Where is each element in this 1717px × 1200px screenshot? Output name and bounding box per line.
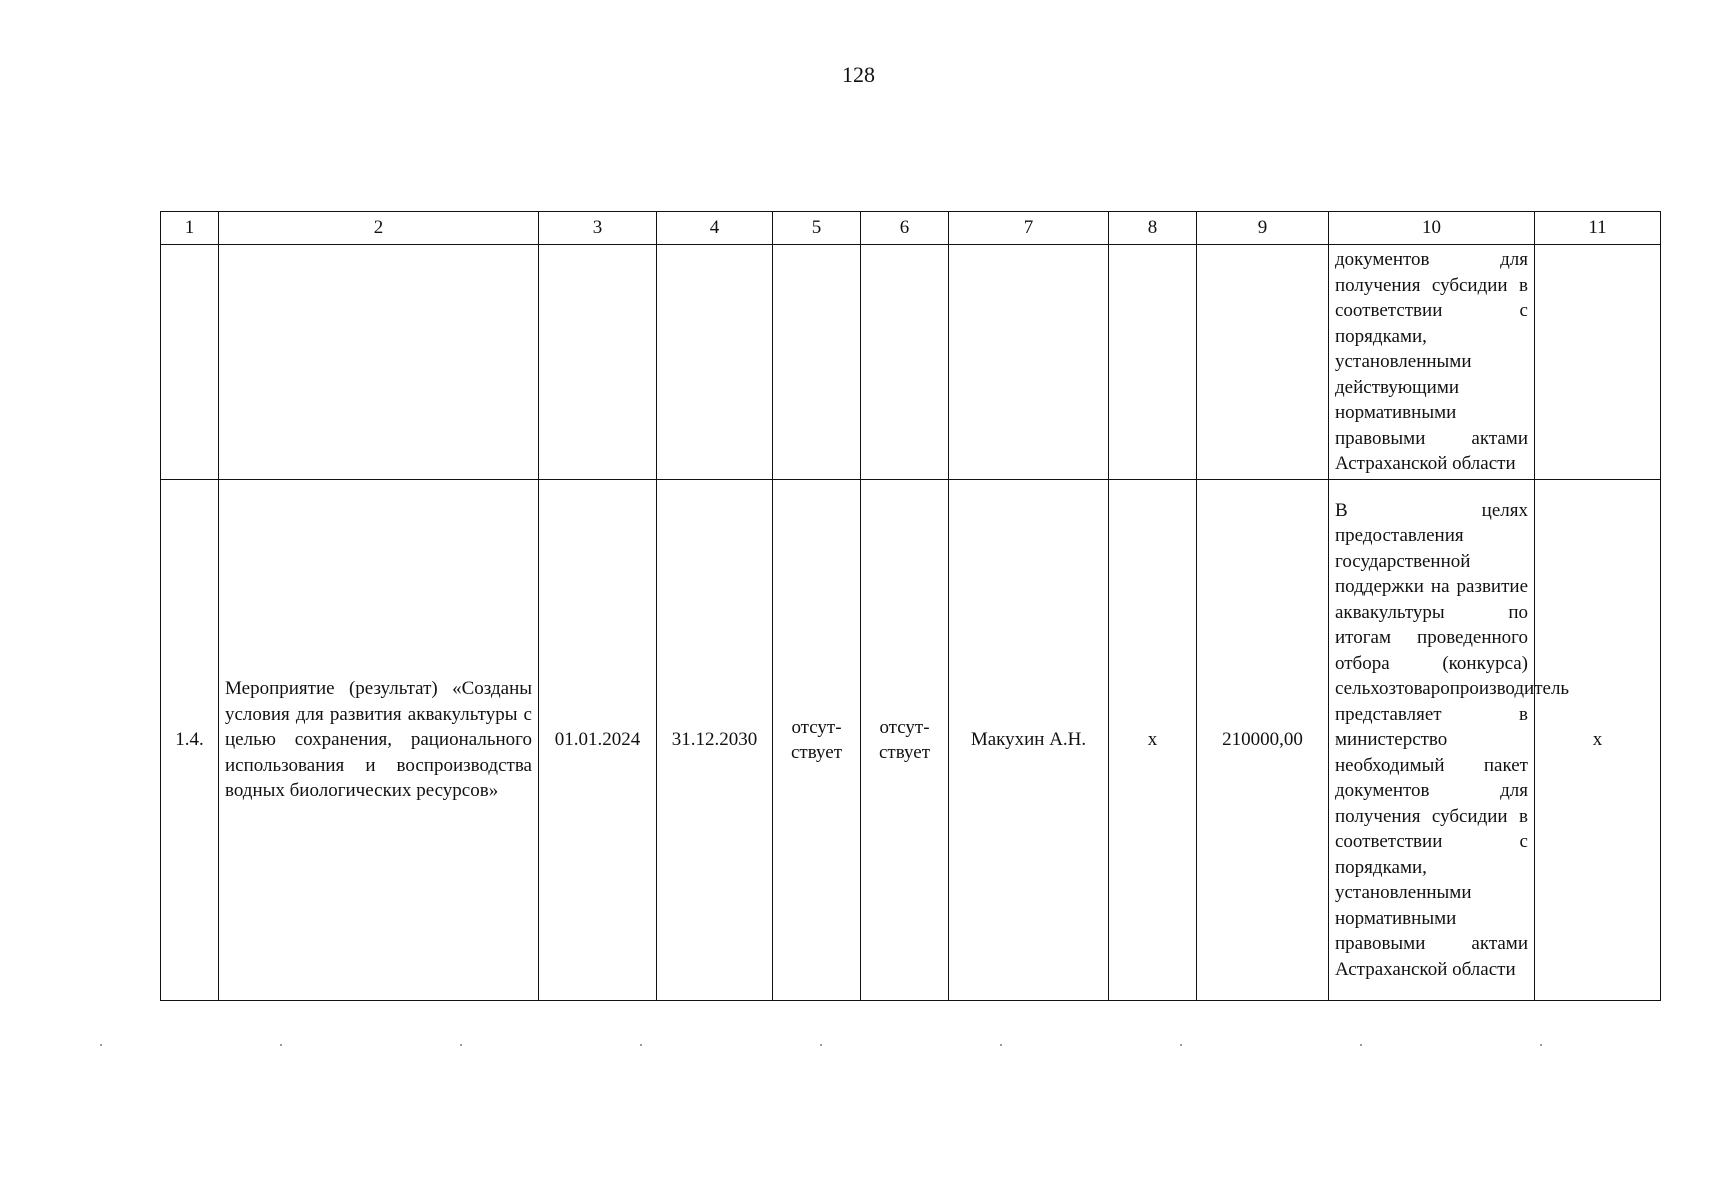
scan-dot (1360, 1044, 1362, 1046)
scan-dot (280, 1044, 282, 1046)
col-header-9: 9 (1197, 212, 1329, 245)
column-number-row (161, 212, 1661, 245)
col-header-4: 4 (657, 212, 773, 245)
col-header-6: 6 (861, 212, 949, 245)
measure-name-cell: Мероприятие (результат) «Созданы условия для развития аквакультуры с целью сохранения, рационального использования и воспроизводства водных биологических ресурсов» (219, 480, 539, 1001)
table-cell (861, 245, 949, 480)
scan-dot (640, 1044, 642, 1046)
table-row-1-4 (161, 480, 1661, 1001)
measures-table (160, 211, 1661, 1001)
scan-dot (1000, 1044, 1002, 1046)
table-row-continuation (161, 245, 1661, 480)
col-header-11: 11 (1535, 212, 1661, 245)
table-cell (1197, 245, 1329, 480)
amount-cell: 210000,00 (1197, 480, 1329, 1001)
scan-dot (1540, 1044, 1542, 1046)
start-date-cell: 01.01.2024 (539, 480, 657, 1001)
scan-dot (100, 1044, 102, 1046)
col-header-7: 7 (949, 212, 1109, 245)
page-number: 128 (842, 62, 875, 87)
col-header-1: 1 (161, 212, 219, 245)
scan-dot (820, 1044, 822, 1046)
col-header-10: 10 (1329, 212, 1535, 245)
scan-dot (1180, 1044, 1182, 1046)
end-date-cell: 31.12.2030 (657, 480, 773, 1001)
continued-description-cell: документов для получения субсидии в соответствии с порядками, установленными действующими нормативными правовыми актами Астраханской области (1329, 245, 1535, 480)
scan-dots (0, 1044, 1717, 1046)
col11-cell: x (1535, 480, 1661, 1001)
col-header-5: 5 (773, 212, 861, 245)
col-header-3: 3 (539, 212, 657, 245)
table-cell (219, 245, 539, 480)
table-cell (949, 245, 1109, 480)
col8-cell: x (1109, 480, 1197, 1001)
table-cell (773, 245, 861, 480)
col-header-2: 2 (219, 212, 539, 245)
status-cell-5: отсут-ствует (773, 480, 861, 1001)
status-cell-6: отсут-ствует (861, 480, 949, 1001)
scan-dot (460, 1044, 462, 1046)
description-cell: В целях предоставления государственной поддержки на развитие аквакультуры по итогам проведенного отбора (конкурса) сельхозтоваропроизводитель представляет в министерство необходимый пакет документов для получения субсидии в соответствии с порядками, установленными нормативными правовыми актами Астраханской области (1329, 480, 1535, 1001)
table-cell (657, 245, 773, 480)
row-number-cell: 1.4. (161, 480, 219, 1001)
table-cell (161, 245, 219, 480)
table-cell (1109, 245, 1197, 480)
col-header-8: 8 (1109, 212, 1197, 245)
table-cell (539, 245, 657, 480)
responsible-person-cell: Макухин А.Н. (949, 480, 1109, 1001)
table-cell (1535, 245, 1661, 480)
